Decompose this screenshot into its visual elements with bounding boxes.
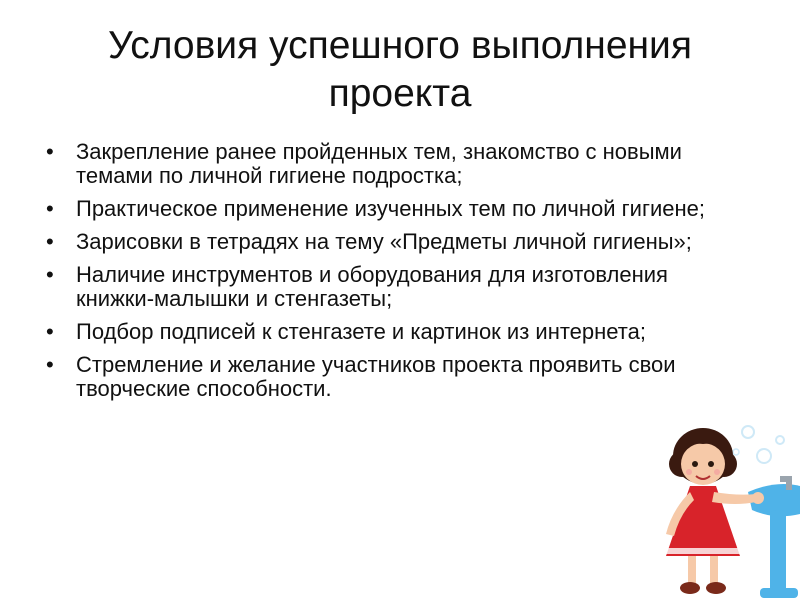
bullet-dot: • <box>46 319 54 344</box>
bullet-item-1 <box>46 140 746 188</box>
bullet-item-6 <box>46 353 746 401</box>
bullet-text: Наличие инструментов и оборудования для изготовления книжки-малышки и стенгазеты; <box>76 262 668 311</box>
soap-bubbles <box>733 426 784 463</box>
bullet-item-3 <box>46 230 746 254</box>
slide-title: Условия успешного выполнения проекта <box>108 24 692 115</box>
bullet-dot: • <box>46 229 54 254</box>
bullet-item-4 <box>46 263 746 311</box>
bullet-item-5 <box>46 320 746 344</box>
bullet-dot: • <box>46 139 54 164</box>
bullet-text: Закрепление ранее пройденных тем, знакомство с новыми темами по личной гигиене подростка; <box>76 139 682 188</box>
bullet-list <box>46 140 746 410</box>
girl-figure <box>666 428 764 594</box>
bullet-text: Зарисовки в тетрадях на тему «Предметы личной гигиены»; <box>76 229 692 254</box>
bullet-text: Подбор подписей к стенгазете и картинок из интернета; <box>76 319 646 344</box>
bullet-dot: • <box>46 196 54 221</box>
bullet-dot: • <box>46 352 54 377</box>
girl-washing-hands-illustration <box>652 410 800 600</box>
bullet-dot: • <box>46 262 54 287</box>
bullet-text: Практическое применение изученных тем по личной гигиене; <box>76 196 705 221</box>
bullet-text: Стремление и желание участников проекта проявить свои творческие способности. <box>76 352 676 401</box>
bullet-item-2 <box>46 197 746 221</box>
